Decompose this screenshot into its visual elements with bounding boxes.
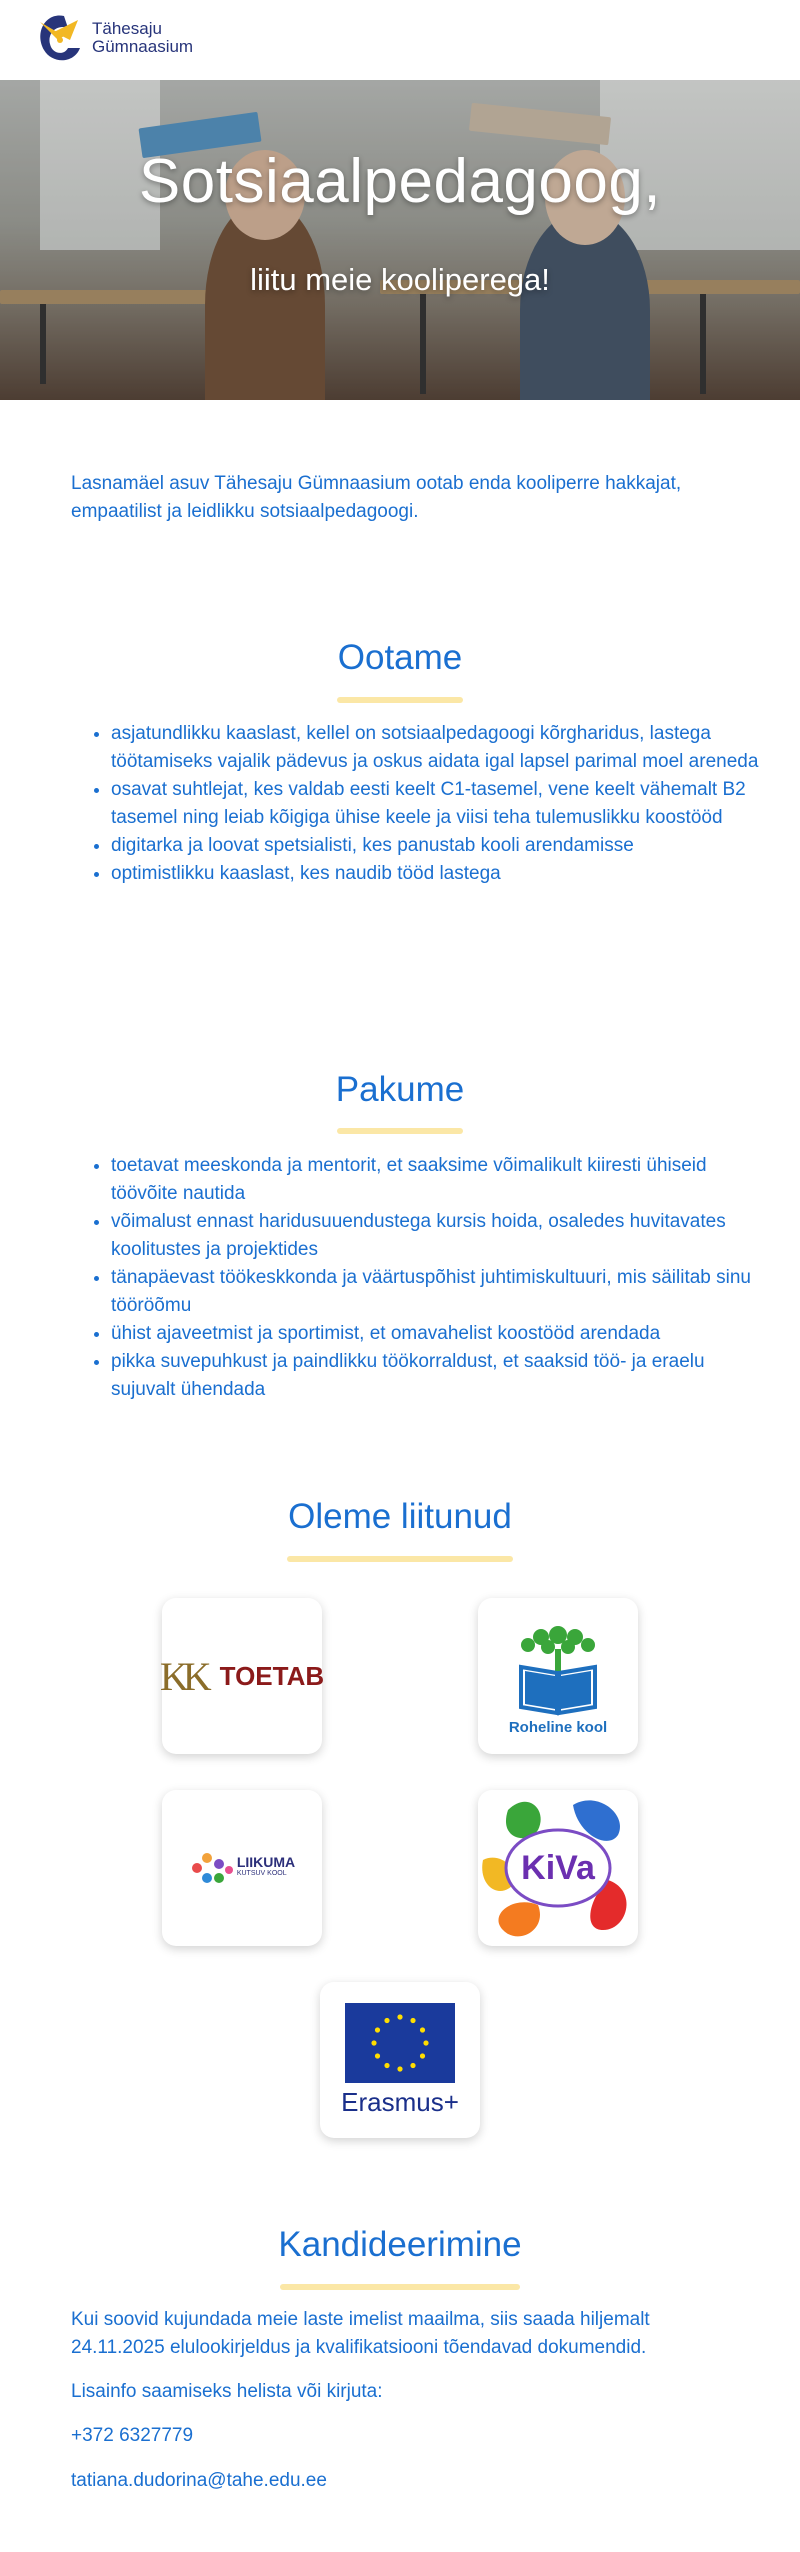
pakume-list [71, 1152, 761, 1404]
list-item: • võimalust ennast haridusuuendustega kursis hoida, osaledes huvitavates koolitustes ja projektides [111, 1208, 761, 1264]
list-item: • toetavat meeskonda ja mentorit, et saaksime võimalikult kiiresti ühiseid töövõite nautida [111, 1152, 761, 1208]
ootame-list [71, 720, 761, 888]
section-title-pakume: Pakume [335, 1070, 465, 1109]
hero-title: Sotsiaalpedagoog, [138, 147, 662, 216]
school-logo-icon [34, 10, 86, 66]
list-item: • tänapäevast töökeskkonda ja väärtuspõhist juhtimiskultuuri, mis säilitab sinu tööröõmu [111, 1264, 761, 1320]
liikuma-title: LIIKUMA [236, 1854, 296, 1870]
hero-banner [0, 80, 800, 400]
toetab-mark: KK [159, 1653, 206, 1699]
section-underline [287, 1556, 513, 1562]
roheline-kool-text: Roheline kool [508, 1718, 608, 1736]
partner-logo-liikuma[interactable] [162, 1790, 322, 1946]
list-item: • asjatundlikku kaaslast, kellel on sotsiaalpedagoogi kõrgharidus, lastega töötamiseks vajalik pädevus ja oskus aidata igal lapsel parimal moel areneda [111, 720, 761, 776]
intro-text: Lasnamäel asuv Tähesaju Gümnaasium ootab enda kooliperre hakkajat, empaatilist ja leidlikku sotsiaalpedagoogi. [71, 473, 682, 522]
liikuma-subtitle: KUTSUV KOOL [236, 1870, 287, 1877]
site-header [0, 0, 800, 80]
school-name-line2: Gümnaasium [92, 37, 194, 56]
partner-logo-kiva[interactable] [478, 1790, 638, 1946]
list-item: • pikka suvepuhkust ja paindlikku töökorraldust, et saaksid töö- ja eraelu sujuvalt ühendada [111, 1348, 761, 1404]
list-item: • ühist ajaveetmist ja sportimist, et omavahelist koostööd arendada [111, 1320, 761, 1348]
contact-email[interactable]: tatiana.dudorina@tahe.edu.ee [71, 2470, 327, 2491]
eu-flag-icon [345, 2003, 455, 2083]
list-item: • digitarka ja loovat spetsialisti, kes panustab kooli arendamisse [111, 832, 761, 860]
school-name-line1: Tähesaju [92, 19, 162, 38]
partner-logo-toetab[interactable] [159, 1598, 325, 1754]
erasmus-text: Erasmus+ [341, 2086, 459, 2117]
roheline-kool-icon [503, 1617, 613, 1717]
school-name [92, 20, 193, 56]
list-item: • osavat suhtlejat, kes valdab eesti keelt C1-tasemel, vene keelt vähemalt B2 tasemel ning leiab kõigiga ühise keele ja viisi teha tulemuslikku koostööd [111, 776, 761, 832]
section-title-ootame: Ootame [337, 638, 463, 677]
school-logo[interactable] [34, 10, 193, 66]
section-underline [337, 1128, 463, 1134]
section-underline [280, 2284, 520, 2290]
liikuma-icon [189, 1850, 233, 1886]
hero-subtitle: liitu meie kooliperega! [250, 262, 550, 297]
toetab-text: TOETAB [219, 1660, 325, 1691]
apply-text: Kui soovid kujundada meie laste imelist maailma, siis saada hiljemalt 24.11.2025 elulookirjeldus ja kvalifikatsiooni tõendavad dokumendid. [71, 2309, 650, 2358]
kiva-text: KiVa [521, 1848, 595, 1887]
contact-info-label: Lisainfo saamiseks helista või kirjuta: [71, 2381, 383, 2402]
section-underline [337, 697, 463, 703]
partner-logo-roheline-kool[interactable] [478, 1598, 638, 1754]
section-title-kandideerimine: Kandideerimine [278, 2225, 522, 2264]
section-title-liitunud: Oleme liitunud [288, 1497, 512, 1536]
contact-phone[interactable]: +372 6327779 [71, 2425, 194, 2446]
list-item: • optimistlikku kaaslast, kes naudib tööd lastega [111, 860, 761, 888]
partner-logo-erasmus[interactable] [320, 1982, 480, 2138]
